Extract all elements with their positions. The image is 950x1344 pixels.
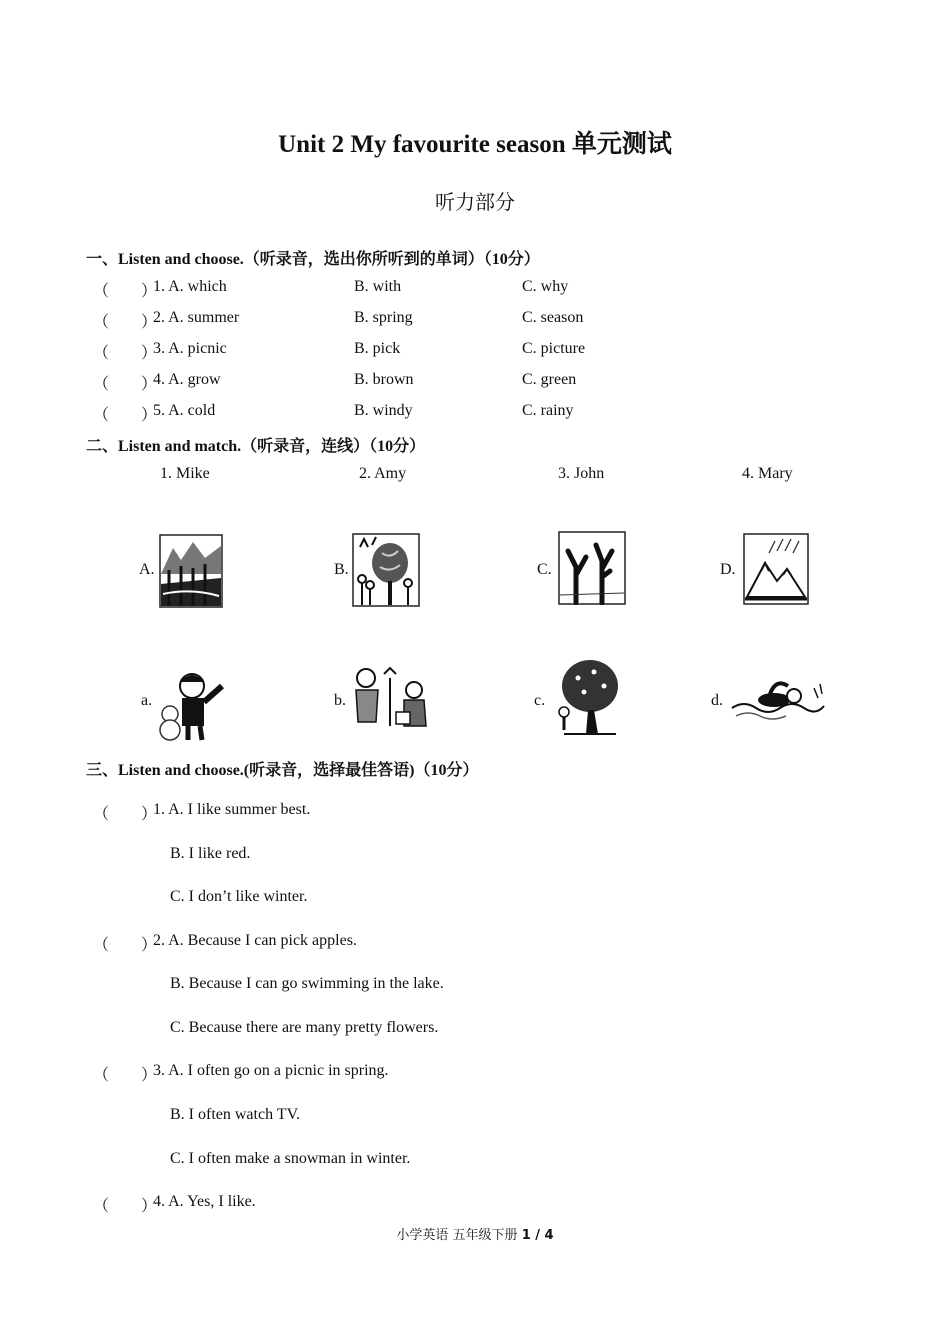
answer-bracket: （ ） (93, 283, 158, 300)
bare-trees-image (558, 531, 626, 605)
choice-b: B. I like red. (170, 845, 251, 862)
page-title: Unit 2 My favourite season 单元测试 (278, 131, 672, 158)
option-b: B. brown (354, 371, 414, 388)
name-label: 1. Mike (160, 465, 210, 482)
section-subtitle: 听力部分 (435, 192, 515, 214)
picture-label: a. (141, 692, 153, 709)
answer-bracket: （ ） (93, 1198, 158, 1215)
section1-heading: 一、Listen and choose.（听录音，选出你所听到的单词）（10分） (86, 251, 540, 268)
picture-label: c. (534, 692, 546, 709)
answer-bracket: （ ） (93, 407, 158, 424)
option-a: 5. A. cold (153, 402, 216, 419)
rain-mountain-image (743, 533, 809, 605)
option-b: B. spring (354, 309, 413, 326)
name-label: 2. Amy (359, 465, 407, 482)
choice-a: 4. A. Yes, I like. (153, 1193, 256, 1210)
option-c: C. season (522, 309, 584, 326)
option-c: C. rainy (522, 402, 574, 419)
option-a: 1. A. which (153, 278, 227, 295)
section3-heading: 三、Listen and choose.(听录音，选择最佳答语)（10分） (86, 762, 479, 779)
choice-c: C. I don’t like winter. (170, 888, 308, 905)
choice-c: C. I often make a snowman in winter. (170, 1150, 411, 1167)
option-b: B. with (354, 278, 402, 295)
snowman-boy-image (156, 664, 230, 742)
answer-bracket: （ ） (93, 314, 158, 331)
answer-bracket: （ ） (93, 1067, 158, 1084)
planting-trees-image (348, 664, 434, 736)
section2-heading: 二、Listen and match.（听录音，连线）（10分） (86, 438, 426, 455)
answer-bracket: （ ） (93, 376, 158, 393)
picture-label: d. (711, 692, 723, 709)
picture-label: C. (537, 561, 552, 578)
choice-b: B. Because I can go swimming in the lake. (170, 975, 444, 992)
swimming-image (730, 668, 826, 732)
option-c: C. why (522, 278, 569, 295)
option-b: B. windy (354, 402, 413, 419)
option-c: C. picture (522, 340, 586, 357)
picture-label: A. (139, 561, 155, 578)
page-number: 1 / 4 (521, 1228, 554, 1243)
option-c: C. green (522, 371, 577, 388)
spring-flowers-image (352, 533, 420, 607)
mountain-forest-image (159, 534, 223, 608)
page-footer (0, 1224, 950, 1243)
option-a: 2. A. summer (153, 309, 240, 326)
choice-a: 1. A. I like summer best. (153, 801, 311, 818)
option-a: 3. A. picnic (153, 340, 227, 357)
apple-tree-image (554, 656, 620, 736)
picture-label: b. (334, 692, 346, 709)
choice-a: 2. A. Because I can pick apples. (153, 932, 357, 949)
picture-label: D. (720, 561, 736, 578)
picture-label: B. (334, 561, 349, 578)
name-label: 4. Mary (742, 465, 793, 482)
answer-bracket: （ ） (93, 345, 158, 362)
answer-bracket: （ ） (93, 806, 158, 823)
choice-a: 3. A. I often go on a picnic in spring. (153, 1062, 389, 1079)
choice-c: C. Because there are many pretty flowers. (170, 1019, 439, 1036)
name-label: 3. John (558, 465, 605, 482)
option-b: B. pick (354, 340, 401, 357)
option-a: 4. A. grow (153, 371, 221, 388)
footer-text: 小学英语 五年级下册 (396, 1228, 522, 1243)
choice-b: B. I often watch TV. (170, 1106, 301, 1123)
answer-bracket: （ ） (93, 937, 158, 954)
